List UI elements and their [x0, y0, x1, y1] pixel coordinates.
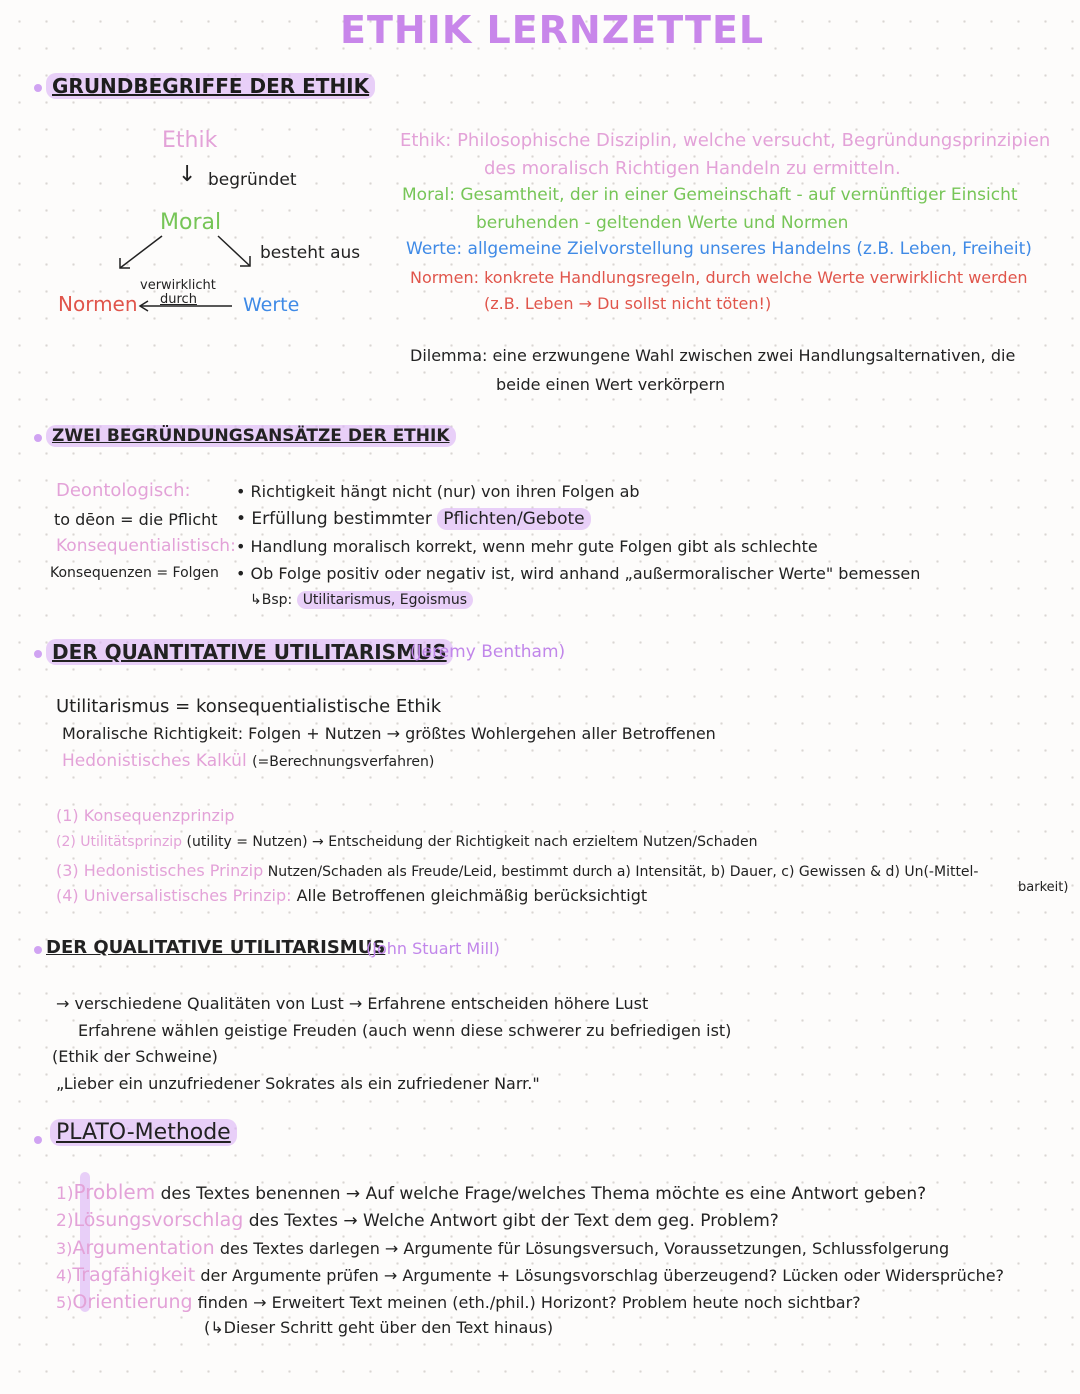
heading-quantitativ: DER QUANTITATIVE UTILITARISMUS [46, 640, 453, 664]
section-bullet [34, 650, 42, 658]
plato-row-4: 4)Tragfähigkeit der Argumente prüfen → Argumente + Lösungsvorschlag überzeugend? Lücken oder Widersprüche? [56, 1264, 1005, 1286]
diagram-verwirklicht: verwirklicht [140, 278, 216, 293]
diagram-werte: Werte [243, 294, 300, 316]
label-kons-sub: Konsequenzen = Folgen [50, 565, 219, 581]
section-bullet [34, 434, 42, 442]
prinzip-2: (2) Utilitätsprinzip (utility = Nutzen) → Entscheidung der Richtigkeit nach erzieltem Nutzen/Schaden [56, 834, 758, 850]
page-title: ETHIK LERNZETTEL [340, 8, 765, 52]
util-definition: Utilitarismus = konsequentialistische Ethik [56, 696, 442, 717]
plato-row-6: (↳Dieser Schritt geht über den Text hinaus) [204, 1318, 554, 1337]
def-dilemma: Dilemma: eine erzwungene Wahl zwischen zwei Handlungsalternativen, die [410, 346, 1016, 365]
def-ethik-cont: des moralisch Richtigen Handeln zu ermitteln. [484, 158, 901, 179]
heading-plato: PLATO-Methode [50, 1120, 237, 1145]
prinzip-3-cont: barkeit) [1018, 880, 1069, 895]
bullet-handlung: • Handlung moralisch korrekt, wenn mehr gute Folgen gibt als schlechte [236, 537, 818, 556]
prinzip-1: (1) Konsequenzprinzip [56, 806, 235, 825]
bullet-erfuellung: • Erfüllung bestimmter Pflichten/Gebote [236, 509, 591, 529]
diagram-begruendet: begründet [208, 170, 297, 190]
def-moral-cont: beruhenden - geltenden Werte und Normen [476, 213, 849, 233]
util-kalkuel: Hedonistisches Kalkül (=Berechnungsverfahren) [62, 751, 435, 771]
arrow-right-icon [218, 236, 250, 266]
bullet-richtigkeit: • Richtigkeit hängt nicht (nur) von ihren Folgen ab [236, 482, 640, 501]
bullet-folge: • Ob Folge positiv oder negativ ist, wird anhand „außermoralischer Werte" bemessen [236, 564, 921, 583]
plato-row-5: 5)Orientierung finden → Erweitert Text meinen (eth./phil.) Horizont? Problem heute noch sichtbar? [56, 1291, 861, 1313]
quali-line-1: → verschiedene Qualitäten von Lust → Erfahrene entscheiden höhere Lust [56, 994, 649, 1013]
diagram-besteht-aus: besteht aus [260, 243, 361, 263]
heading-begruendungsansaetze: ZWEI BEGRÜNDUNGSANSÄTZE DER ETHIK [46, 426, 456, 446]
quali-quote: „Lieber ein unzufriedener Sokrates als ein zufriedener Narr." [56, 1074, 540, 1093]
arrow-left-icon [120, 236, 162, 268]
prinzip-4: (4) Universalistisches Prinzip: Alle Betroffenen gleichmäßig berücksichtigt [56, 886, 648, 905]
section-bullet [34, 946, 42, 954]
quali-line-2: Erfahrene wählen geistige Freuden (auch wenn diese schwerer zu befriedigen ist) [78, 1021, 732, 1040]
author-mill: (John Stuart Mill) [366, 939, 500, 958]
author-bentham: (Jeremy Bentham) [410, 642, 566, 662]
def-werte: Werte: allgemeine Zielvorstellung unseres Handelns (z.B. Leben, Freiheit) [406, 239, 1032, 259]
diagram-normen: Normen [58, 292, 138, 316]
label-deontologisch: Deontologisch: [56, 480, 191, 501]
prinzip-3: (3) Hedonistisches Prinzip Nutzen/Schaden als Freude/Leid, bestimmt durch a) Intensität, b) Dauer, c) Gewissen & d) Un(-Mittel- [56, 861, 979, 880]
diagram-durch: durch [160, 292, 197, 307]
section-bullet [34, 1136, 42, 1144]
label-konsequentialistisch: Konsequentialistisch: [56, 536, 236, 556]
def-ethik: Ethik: Philosophische Disziplin, welche versucht, Begründungsprinzipien [400, 130, 1051, 151]
plato-row-3: 3)Argumentation des Textes darlegen → Argumente für Lösungsversuch, Voraussetzungen, Schlussfolgerung [56, 1237, 950, 1259]
section-bullet [34, 84, 42, 92]
arrow-down-icon: ↓ [178, 162, 197, 187]
quali-line-3: (Ethik der Schweine) [52, 1047, 218, 1066]
def-dilemma-cont: beide einen Wert verkörpern [496, 375, 726, 394]
util-richtigkeit: Moralische Richtigkeit: Folgen + Nutzen → größtes Wohlergehen aller Betroffenen [62, 724, 716, 743]
heading-grundbegriffe: GRUNDBEGRIFFE DER ETHIK [46, 74, 375, 98]
plato-row-1: 1)Problem des Textes benennen → Auf welche Frage/welches Thema möchte es eine Antwort geben? [56, 1180, 927, 1204]
def-moral: Moral: Gesamtheit, der in einer Gemeinschaft - auf vernünftiger Einsicht [402, 185, 1018, 205]
def-normen: Normen: konkrete Handlungsregeln, durch welche Werte verwirklicht werden [410, 268, 1028, 287]
def-normen-cont: (z.B. Leben → Du sollst nicht töten!) [484, 294, 772, 313]
label-deon-sub: to dēon = die Pflicht [54, 510, 218, 529]
diagram-moral: Moral [160, 210, 222, 235]
plato-row-2: 2)Lösungsvorschlag des Textes → Welche Antwort gibt der Text dem geg. Problem? [56, 1209, 779, 1231]
heading-qualitativ: DER QUALITATIVE UTILITARISMUS [46, 937, 386, 958]
bullet-beispiel: ↳Bsp: Utilitarismus, Egoismus [250, 592, 473, 608]
diagram-ethik: Ethik [162, 128, 218, 153]
